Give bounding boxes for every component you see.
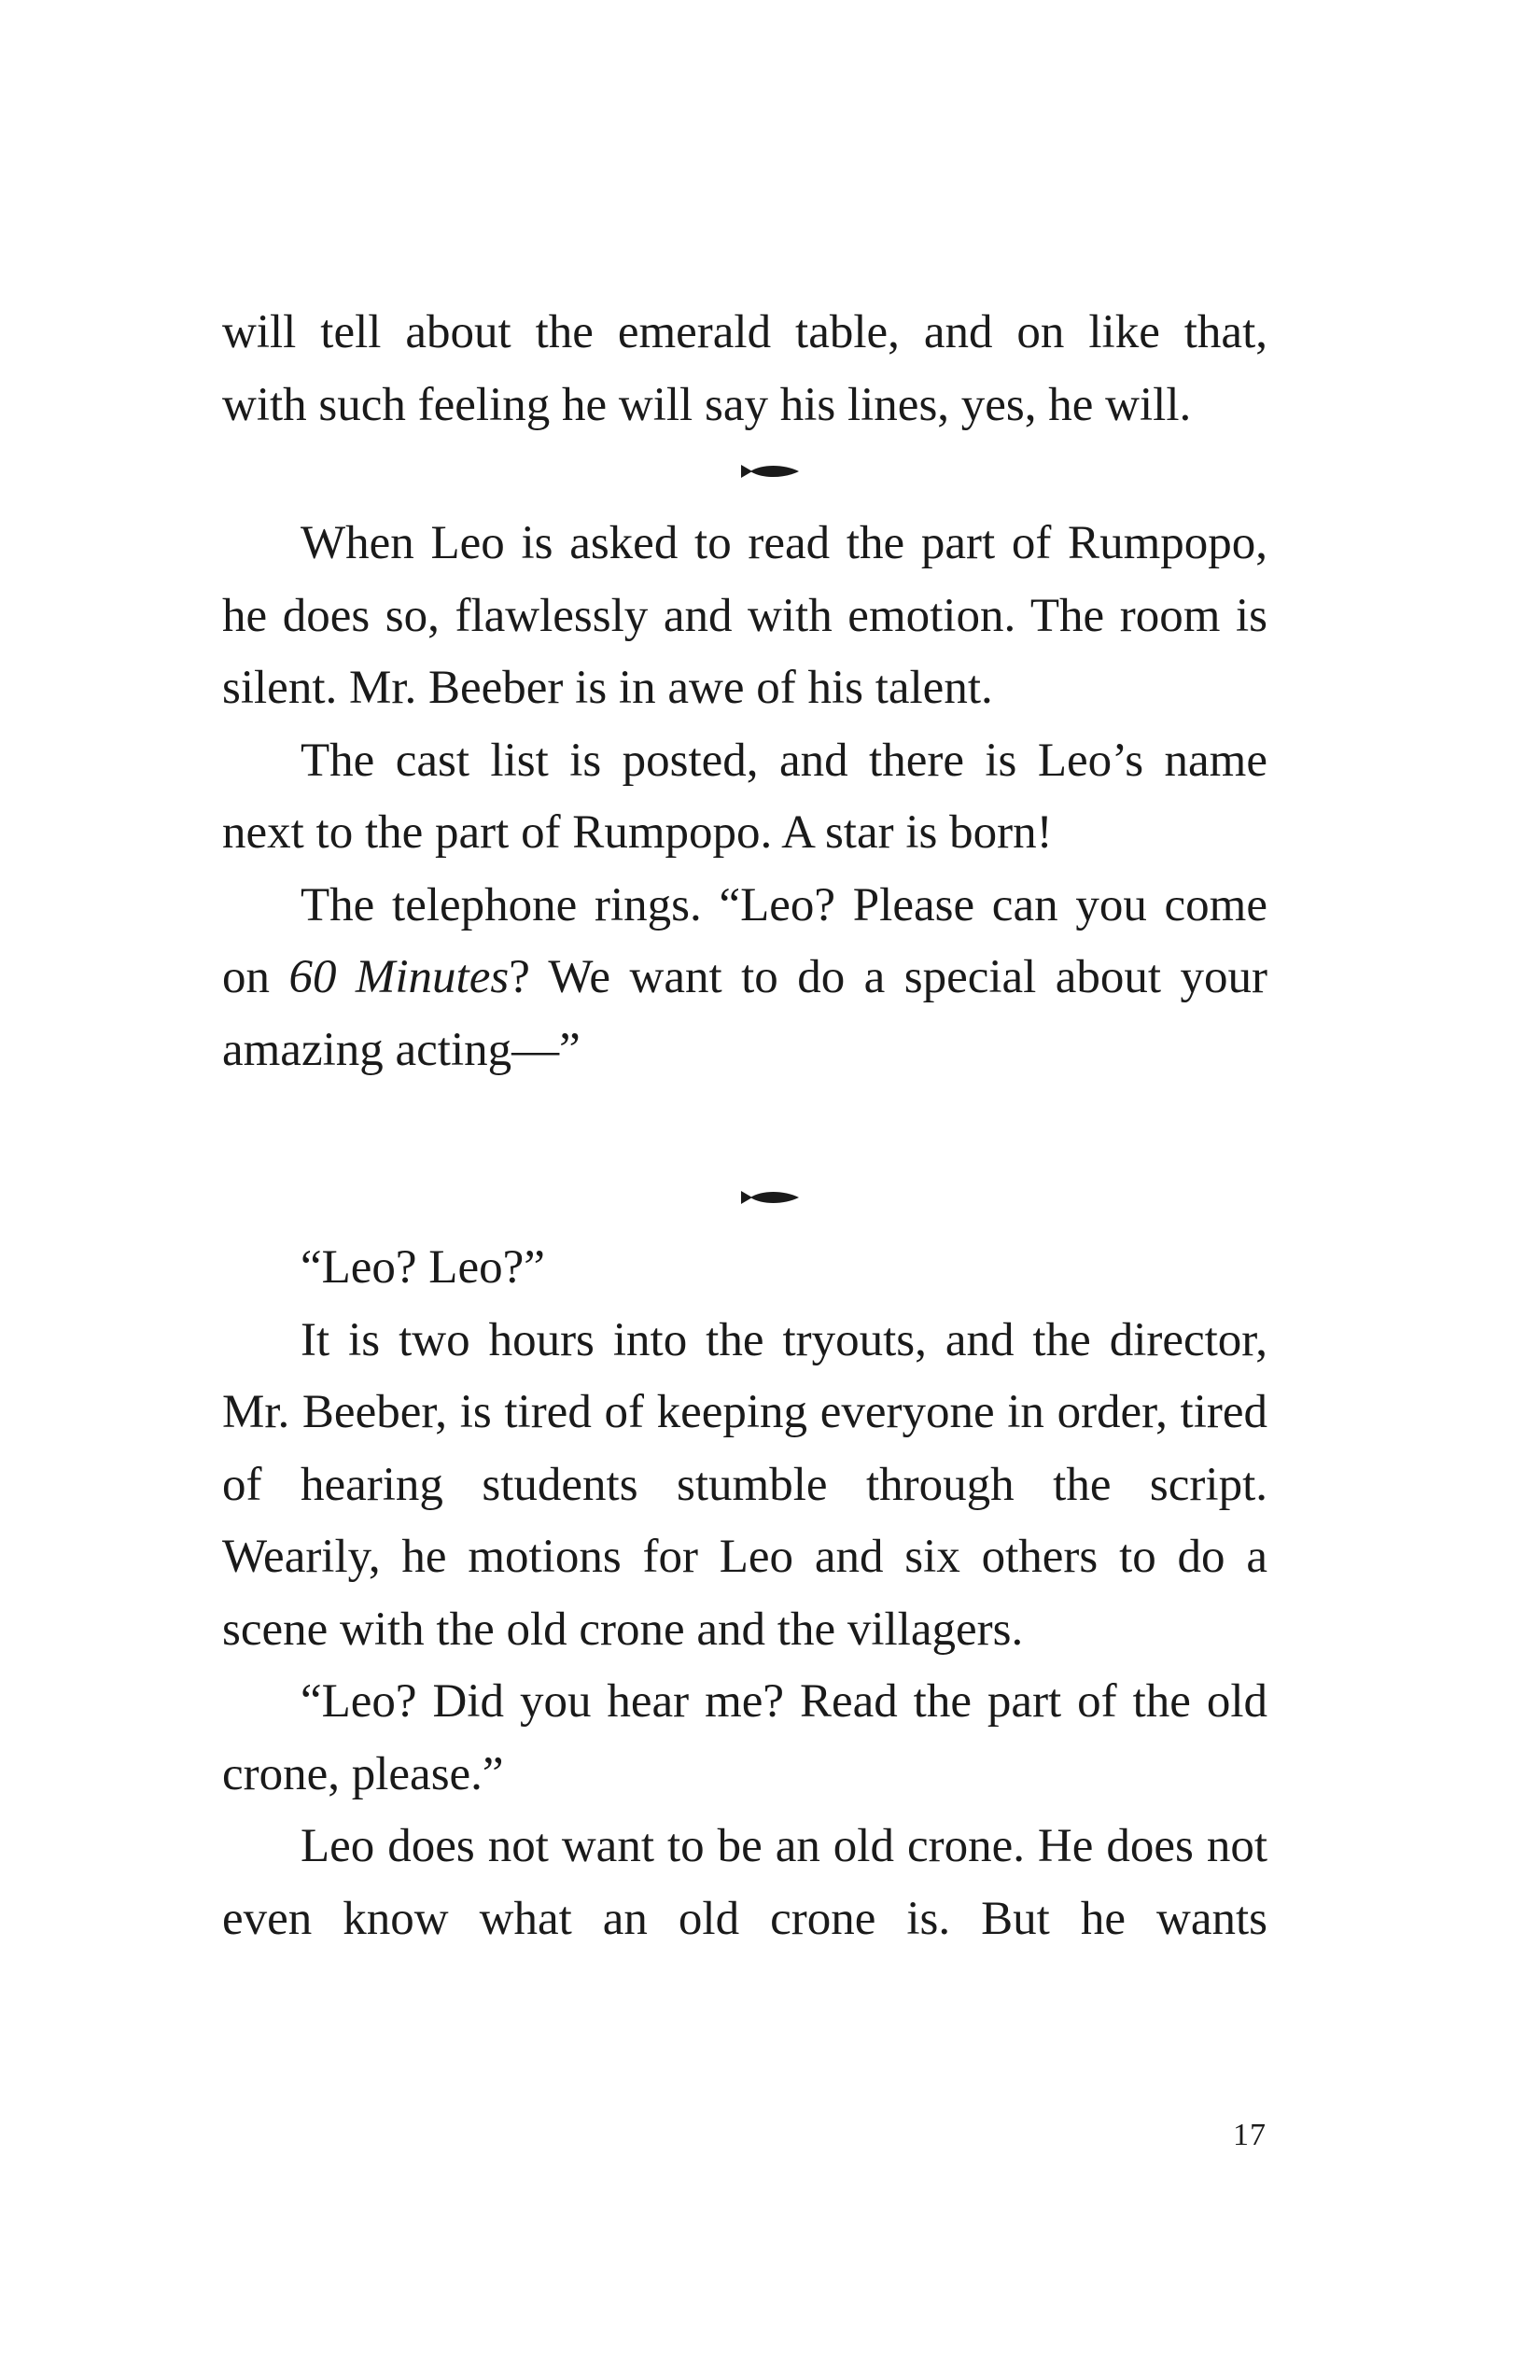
paragraph: When Leo is asked to read the part of Rumpopo, he does so, flawlessly and with emotion. The room is silent. Mr. Beeber is in awe of his talent. [222,517,1267,714]
text-line: with such feeling he will say his lines, yes, he will. [222,378,1192,431]
fish-ornament-icon [739,1189,801,1206]
show-title: 60 Minutes [288,951,510,1003]
paragraph: The cast list is posted, and there is Leo’s name next to the part of Rumpopo. A star is born! [222,734,1267,859]
fish-ornament-icon [739,463,801,480]
paragraph: “Leo? Did you hear me? Read the part of the old crone, please.” [222,1675,1267,1800]
text-block-continuation [222,297,1267,441]
text-run: The telephone rings. “Leo? Please can you come on [222,878,1267,1003]
paragraph: Leo does not want to be an old crone. He does not even know what an old crone is. But he wants [222,1820,1267,1945]
text-line: will tell about the emerald table, and on like that, [222,306,1267,358]
paragraph: It is two hours into the tryouts, and the director, Mr. Beeber, is tired of keeping everyone in order, tired of hearing students stumble through the script. Wearily, he motions for Leo and six others to do a scene with the old crone and the villagers. [222,1313,1267,1656]
text-block-daydream [222,508,1267,1086]
paragraph [222,870,1267,1087]
page-number: 17 [1233,2118,1267,2152]
paragraph: “Leo? Leo?” [301,1241,545,1294]
text-run: ? We want to do a special about your amazing acting—” [222,951,1268,1076]
text-block-tryouts [222,1232,1267,1955]
